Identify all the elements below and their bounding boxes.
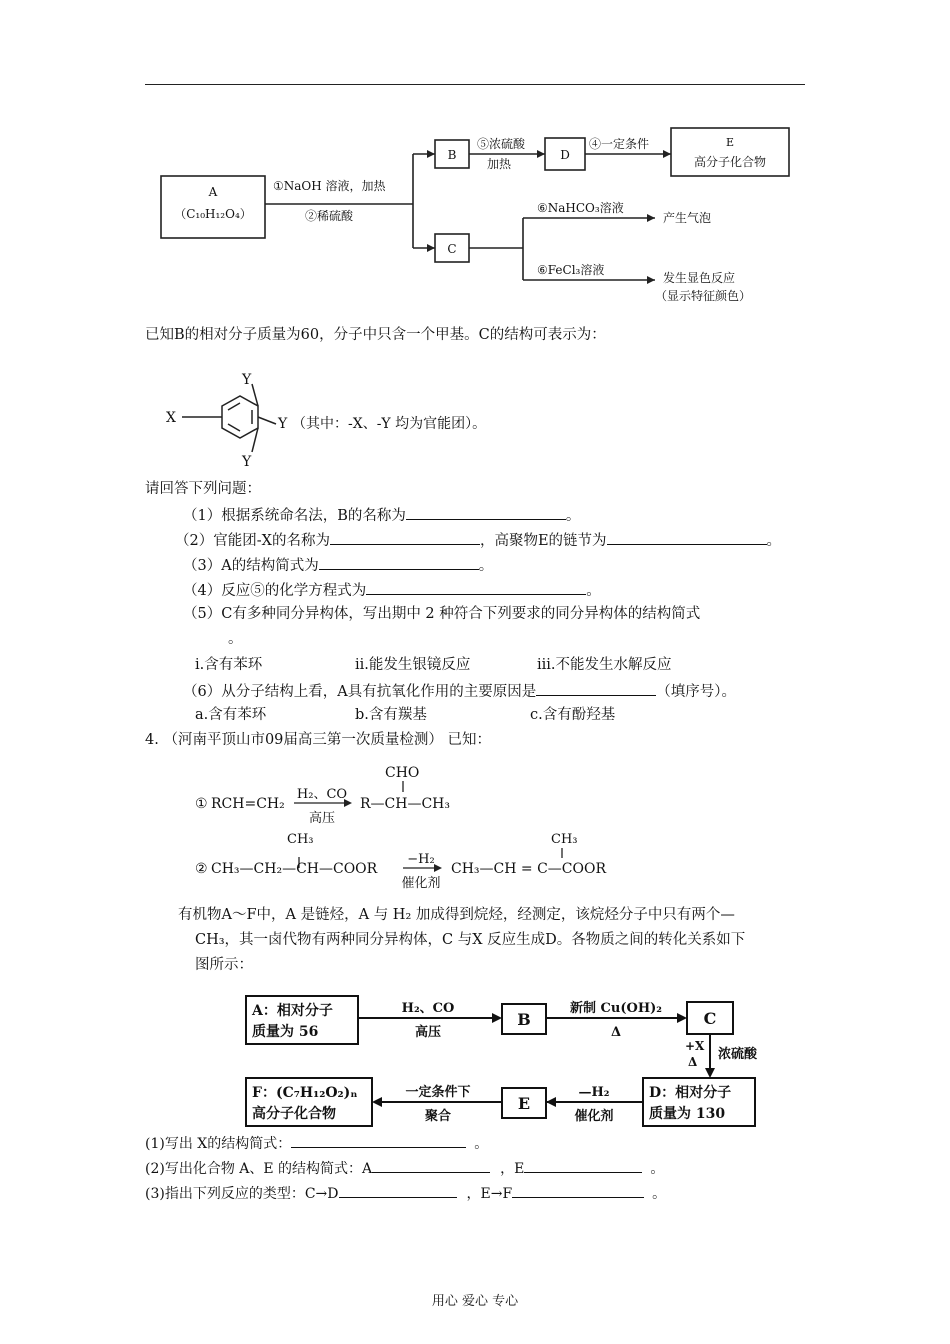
q5-option-3: iii.不能发生水解反应 (537, 657, 672, 673)
reaction-scheme-2 (240, 990, 780, 1130)
substituent-y-bottom: Y (242, 454, 252, 470)
answer-blank-e-to-f[interactable] (512, 1183, 644, 1198)
box-a2-line-2: 质量为 56 (252, 1024, 319, 1040)
a-to-b-condition: 高压 (414, 1025, 442, 1040)
question-4: （4）反应⑤的化学方程式为 。 (183, 580, 601, 600)
a-to-b-reagent: H₂、CO (401, 1001, 455, 1016)
reaction-2-product: CH₃—CH = C—COOR (451, 861, 607, 877)
question-5: （5）C有多种同分异构体，写出期中 2 种符合下列要求的同分异构体的结构简式 (183, 606, 701, 622)
question-3: （3）A的结构简式为 。 (183, 555, 493, 575)
box-d2-line-2: 质量为 130 (649, 1106, 726, 1122)
box-f2-line-1: F：(C₇H₁₂O₂)ₙ (252, 1085, 358, 1101)
c-result-2b: （显示特征颜色） (655, 289, 752, 303)
q4-para-line-2: CH₃，其一卤代物有两种同分异构体，C 与X 反应生成D。各物质之间的转化关系如下 (195, 932, 746, 948)
c-branch-2-label: ⑥FeCl₃溶液 (537, 263, 605, 277)
reaction-1-reactant: RCH=CH₂ (211, 796, 285, 812)
reaction-2-reagent: −H₂ (407, 852, 435, 867)
header-rule (145, 84, 805, 85)
b-to-c-reagent: 新制 Cu(OH)₂ (570, 1001, 662, 1016)
question-1: （1）根据系统命名法，B的名称为 。 (183, 505, 580, 525)
ring-structure (160, 372, 580, 472)
box-d-text: D (560, 148, 570, 162)
page-footer: 用心 爱心 专心 (431, 1294, 519, 1309)
answer-blank-1[interactable] (406, 505, 566, 520)
answer-blank-e[interactable] (524, 1158, 642, 1173)
question-5-end: 。 (228, 631, 243, 647)
answer-blank-2b[interactable] (607, 530, 767, 545)
answer-blank-a[interactable] (372, 1158, 490, 1173)
q4-header: 4. （河南平顶山市09届高三第一次质量检测） 已知： (145, 732, 492, 748)
c-result-2a: 发生显色反应 (663, 271, 736, 285)
box-a-formula: （C₁₀H₁₂O₄） (174, 207, 252, 221)
q5-option-1: i.含有苯环 (195, 657, 263, 673)
substituent-y-right: Y (278, 416, 288, 432)
q4-item-3: (3)指出下列反应的类型：C→D ，E→F 。 (145, 1183, 666, 1203)
reaction-scheme-1 (145, 118, 805, 318)
box-c2-text: C (703, 1009, 717, 1028)
reaction-1-number: ① (195, 796, 208, 812)
q6-option-a: a.含有苯环 (195, 707, 267, 723)
box-b2-text: B (517, 1010, 531, 1029)
reaction-1-product-cho: CHO (385, 765, 420, 781)
q3-prompt: 请回答下列问题： (145, 481, 261, 497)
c-branch-1-label: ⑥NaHCO₃溶液 (537, 201, 624, 215)
question-2: （2）官能团-X的名称为 ，高聚物E的链节为 。 (175, 530, 781, 550)
box-b-text: B (447, 148, 457, 162)
known-reactions (195, 760, 655, 895)
box-a2-line-1: A：相对分子 (252, 1003, 333, 1019)
c-to-d-reagent: +X (685, 1039, 705, 1053)
box-f2-line-2: 高分子化合物 (252, 1106, 336, 1122)
box-c-text: C (447, 242, 457, 256)
reaction-1-product: R—CH—CH₃ (360, 796, 450, 812)
b-to-d-top: ⑤浓硫酸 (477, 137, 526, 151)
arrow-bottom-label: ②稀硫酸 (305, 209, 354, 223)
c-to-d-heat: Δ (688, 1055, 698, 1069)
answer-blank-c-to-d[interactable] (339, 1183, 457, 1198)
box-e2-text: E (517, 1094, 531, 1113)
q6-option-b: b.含有羰基 (355, 707, 427, 723)
box-e-label: E (725, 136, 735, 149)
reaction-2-product-ch3: CH₃ (551, 832, 578, 847)
box-e-text: 高分子化合物 (693, 155, 767, 169)
reaction-2-number: ② (195, 861, 208, 877)
d-to-e-condition: 催化剂 (574, 1109, 614, 1124)
question-6: （6）从分子结构上看，A具有抗氧化作用的主要原因是 （填序号）。 (183, 681, 736, 701)
d-to-e-label: ④一定条件 (589, 137, 650, 151)
box-a-label: A (208, 185, 218, 199)
q4-item-1: (1)写出 X的结构简式： 。 (145, 1133, 488, 1153)
q4-item-2: (2)写出化合物 A、E 的结构简式：A ，E 。 (145, 1158, 664, 1178)
box-d2-line-1: D：相对分子 (649, 1085, 732, 1101)
e-to-f-condition: 一定条件下 (405, 1085, 471, 1100)
answer-blank-4[interactable] (366, 580, 586, 595)
reaction-2-reactant: CH₃—CH₂—CH—COOR (211, 861, 378, 877)
q4-para-line-3: 图所示： (195, 957, 253, 973)
reaction-1-condition: 高压 (308, 811, 336, 826)
substituent-x: X (166, 410, 176, 426)
c-result-1: 产生气泡 (663, 211, 712, 225)
substituent-y-top: Y (242, 372, 252, 388)
b-to-c-condition: Δ (610, 1025, 622, 1040)
answer-blank-x[interactable] (291, 1133, 466, 1148)
c-to-d-catalyst: 浓硫酸 (718, 1047, 758, 1062)
reaction-1-reagent: H₂、CO (296, 787, 348, 802)
reaction-2-reactant-ch3: CH₃ (287, 832, 314, 847)
q6-option-c: c.含有酚羟基 (530, 707, 616, 723)
answer-blank-6[interactable] (536, 681, 656, 696)
answer-blank-2a[interactable] (330, 530, 480, 545)
answer-blank-3[interactable] (319, 555, 479, 570)
e-to-f-type: 聚合 (424, 1109, 452, 1124)
d-to-e-reagent: —H₂ (578, 1085, 610, 1100)
b-to-d-bottom: 加热 (487, 157, 512, 171)
arrow-top-label: ①NaOH 溶液，加热 (273, 179, 386, 193)
q5-option-2: ii.能发生银镜反应 (355, 657, 471, 673)
reaction-2-condition: 催化剂 (401, 876, 441, 891)
q4-para-line-1: 有机物A～F中，A 是链烃，A 与 H₂ 加成得到烷烃，经测定，该烷烃分子中只有两个— (178, 907, 735, 923)
structure-note: （其中：-X、-Y 均为官能团）。 (292, 416, 487, 432)
q3-known-text: 已知B的相对分子质量为60，分子中只含一个甲基。C的结构可表示为： (145, 327, 606, 343)
